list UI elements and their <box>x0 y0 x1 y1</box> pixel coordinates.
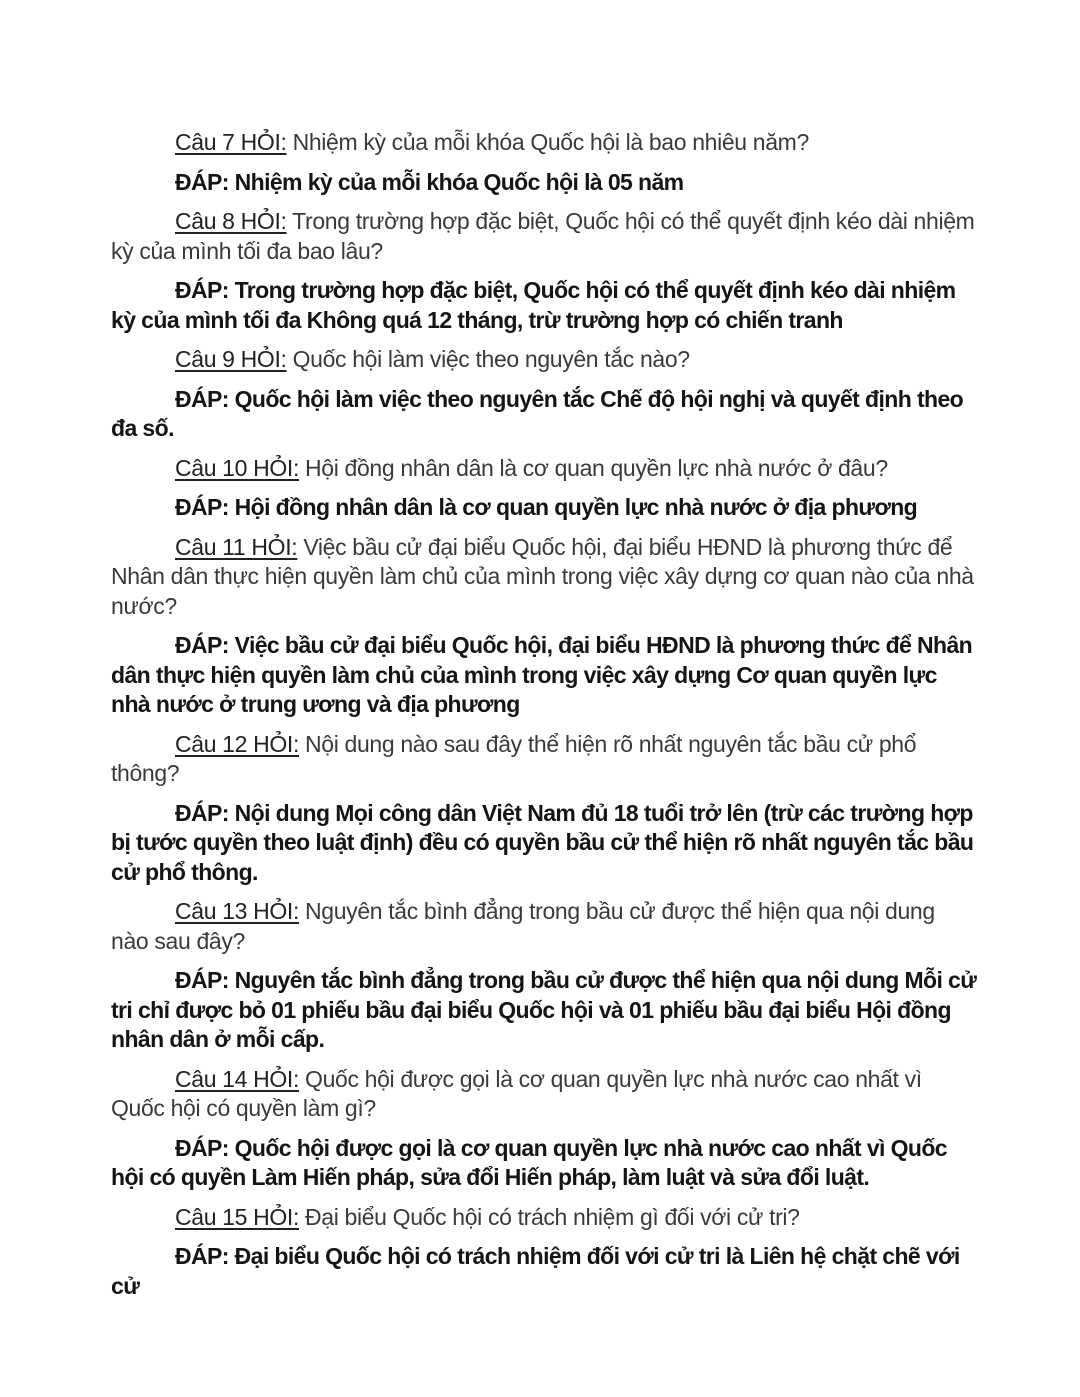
answer-10 <box>111 493 977 523</box>
question-label: Câu 9 HỎI: <box>175 346 287 372</box>
answer-label: ĐÁP: <box>175 1243 229 1269</box>
question-15 <box>111 1203 977 1233</box>
answer-8 <box>111 276 977 335</box>
answer-label: ĐÁP: <box>175 632 229 658</box>
answer-text: Nội dung Mọi công dân Việt Nam đủ 18 tuổi trở lên (trừ các trường hợp bị tước quyền theo luật định) đều có quyền bầu cử thể hiện rõ nhất nguyên tắc bầu cử phổ thông. <box>111 799 974 885</box>
question-label: Câu 7 HỎI: <box>175 129 287 155</box>
question-label: Câu 15 HỎI: <box>175 1203 299 1230</box>
question-12 <box>111 730 977 789</box>
answer-label: ĐÁP: <box>175 168 229 195</box>
question-text: Quốc hội được gọi là cơ quan quyền lực nhà nước cao nhất vì Quốc hội có quyền làm gì? <box>111 1065 922 1121</box>
document-page <box>111 128 977 1311</box>
answer-text: Nhiệm kỳ của mỗi khóa Quốc hội là 05 năm <box>228 168 684 195</box>
answer-text: Đại biểu Quốc hội có trách nhiệm đối với cử tri là Liên hệ chặt chẽ với cử <box>111 1243 960 1299</box>
answer-15 <box>111 1242 977 1301</box>
answer-9 <box>111 385 977 444</box>
answer-14 <box>111 1134 977 1193</box>
question-text: Nội dung nào sau đây thể hiện rõ nhất nguyên tắc bầu cử phổ thông? <box>111 730 917 786</box>
answer-12 <box>111 799 977 888</box>
answer-label: ĐÁP: <box>175 494 229 520</box>
answer-text: Trong trường hợp đặc biệt, Quốc hội có thể quyết định kéo dài nhiệm kỳ của mình tối đa Không quá 12 tháng, trừ trường hợp có chiến tranh <box>111 277 956 333</box>
question-7 <box>111 128 977 158</box>
answer-13 <box>111 966 977 1055</box>
question-label: Câu 14 HỎI: <box>175 1065 299 1092</box>
answer-label: ĐÁP: <box>175 385 229 412</box>
question-8 <box>111 207 977 266</box>
question-text: Hội đồng nhân dân là cơ quan quyền lực nhà nước ở đâu? <box>299 454 888 481</box>
question-10 <box>111 454 977 484</box>
question-text: Đại biểu Quốc hội có trách nhiệm gì đối với cử tri? <box>299 1203 800 1230</box>
answer-label: ĐÁP: <box>175 799 229 826</box>
question-11 <box>111 533 977 622</box>
answer-label: ĐÁP: <box>175 1134 229 1161</box>
question-text: Nhiệm kỳ của mỗi khóa Quốc hội là bao nhiêu năm? <box>286 129 809 155</box>
answer-text: Việc bầu cử đại biểu Quốc hội, đại biểu HĐND là phương thức để Nhân dân thực hiện quyền làm chủ của mình trong việc xây dựng Cơ quan quyền lực nhà nước ở trung ương và địa phương <box>111 632 973 717</box>
answer-7 <box>111 168 977 198</box>
answer-11 <box>111 631 977 720</box>
question-text: Quốc hội làm việc theo nguyên tắc nào? <box>286 346 690 372</box>
question-13 <box>111 897 977 956</box>
question-label: Câu 13 HỎI: <box>175 898 299 924</box>
answer-text: Hội đồng nhân dân là cơ quan quyền lực nhà nước ở địa phương <box>228 494 918 520</box>
answer-text: Quốc hội làm việc theo nguyên tắc Chế độ hội nghị và quyết định theo đa số. <box>111 385 964 441</box>
question-14 <box>111 1065 977 1124</box>
answer-text: Quốc hội được gọi là cơ quan quyền lực nhà nước cao nhất vì Quốc hội có quyền Làm Hiến pháp, sửa đổi Hiến pháp, làm luật và sửa đổi luật. <box>111 1134 947 1190</box>
question-text: Việc bầu cử đại biểu Quốc hội, đại biểu HĐND là phương thức để Nhân dân thực hiện quyền làm chủ của mình trong việc xây dựng cơ quan nào của nhà nước? <box>111 533 974 619</box>
answer-label: ĐÁP: <box>175 277 229 303</box>
question-text: Trong trường hợp đặc biệt, Quốc hội có thể quyết định kéo dài nhiệm kỳ của mình tối đa bao lâu? <box>111 208 975 264</box>
question-9 <box>111 345 977 375</box>
answer-text: Nguyên tắc bình đẳng trong bầu cử được thể hiện qua nội dung Mỗi cử tri chỉ được bỏ 01 phiếu bầu đại biểu Quốc hội và 01 phiếu bầu đại biểu Hội đồng nhân dân ở mỗi cấp. <box>111 967 977 1052</box>
question-label: Câu 8 HỎI: <box>175 208 287 234</box>
question-label: Câu 11 HỎI: <box>175 533 298 560</box>
question-label: Câu 10 HỎI: <box>175 454 299 481</box>
answer-label: ĐÁP: <box>175 967 229 993</box>
question-label: Câu 12 HỎI: <box>175 730 299 757</box>
question-text: Nguyên tắc bình đẳng trong bầu cử được thể hiện qua nội dung nào sau đây? <box>111 898 935 954</box>
